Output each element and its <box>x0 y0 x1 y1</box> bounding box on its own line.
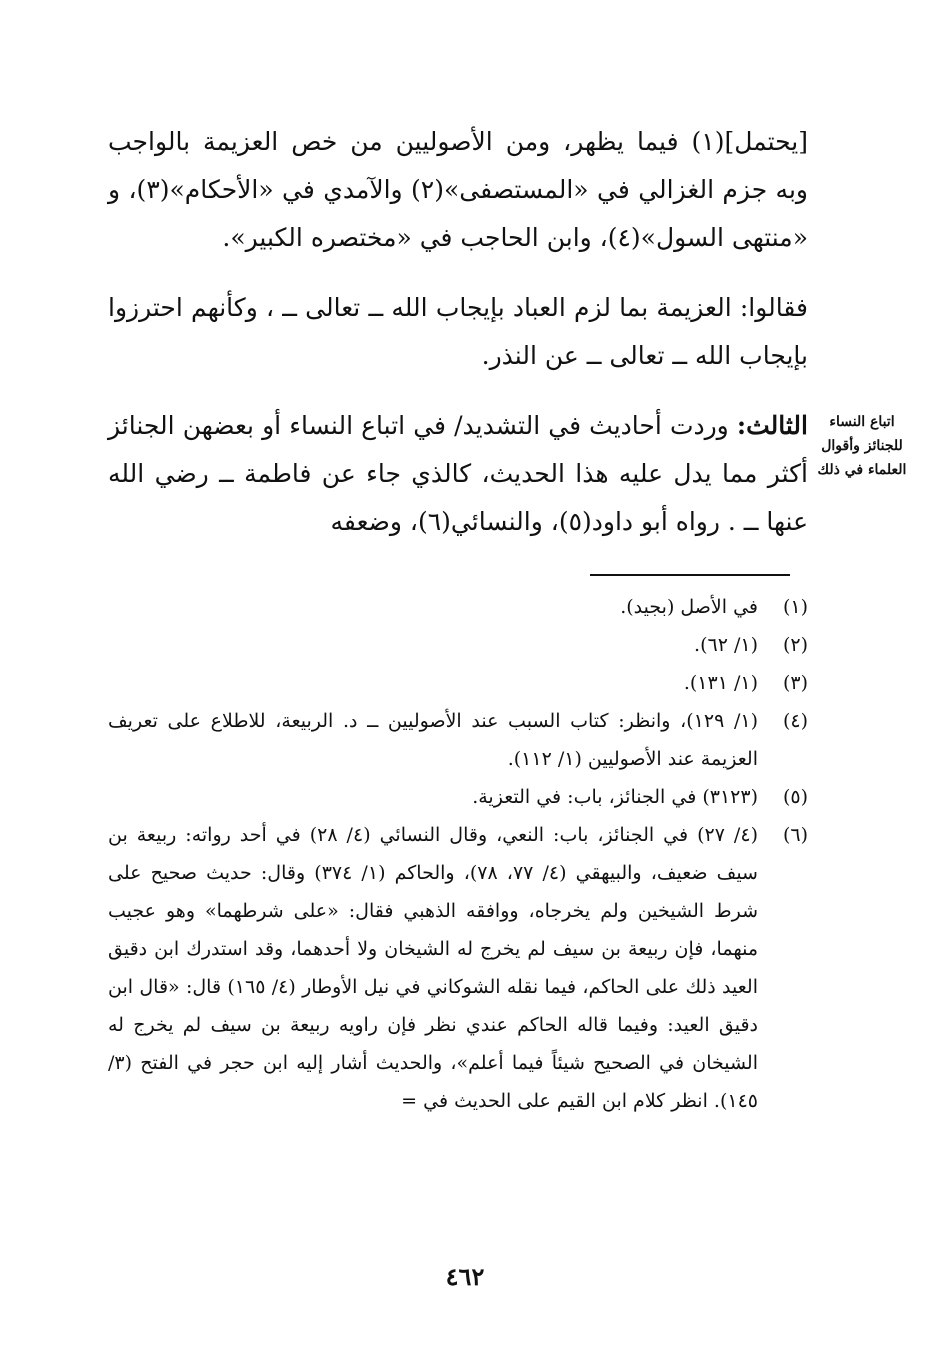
footnote-4 <box>108 702 808 778</box>
margin-note: اتباع النساء للجنائز وأقوال العلماء في ذلك <box>817 414 907 478</box>
footnote-text: في الأصل (بجيد). <box>620 596 758 618</box>
footnote-text: (١/ ٦٢). <box>694 634 758 656</box>
footnote-number: (٦) <box>782 824 808 846</box>
footnote-text: (١/ ١٢٩)، وانظر: كتاب السبب عند الأصوليين ــ د. الربيعة، للاطلاع على تعريف العزيمة عند الأصوليين (١/ ١١٢). <box>108 710 758 770</box>
page-number: ٤٦٢ <box>445 1262 485 1291</box>
main-text <box>108 118 808 546</box>
footnote-number: (٢) <box>782 634 808 656</box>
footnote-text: (١/ ١٣١). <box>683 672 758 694</box>
footnote-number: (٥) <box>782 786 808 808</box>
footnote-3 <box>108 664 808 702</box>
paragraph-3-label: الثالث: <box>736 411 808 440</box>
paragraph-3 <box>108 402 808 546</box>
paragraph-2: فقالوا: العزيمة بما لزم العباد بإيجاب الله ــ تعالى ــ ، وكأنهم احترزوا بإيجاب الله ــ تعالى ــ عن النذر. <box>108 293 808 370</box>
footnote-number: (١) <box>782 596 808 618</box>
footnotes <box>108 588 808 1120</box>
footnote-number: (٤) <box>782 710 808 732</box>
paragraph-3-text: وردت أحاديث في التشديد/ في اتباع النساء أو بعضهن الجنائز أكثر مما يدل عليه هذا الحديث، كالذي جاء عن فاطمة ــ رضي الله عنها ــ . رواه أبو داود(٥)، والنسائي(٦)، وضعفه <box>108 411 808 536</box>
footnote-number: (٣) <box>782 672 808 694</box>
footnote-5 <box>108 778 808 816</box>
footnote-1 <box>108 588 808 626</box>
footnote-divider <box>590 574 790 576</box>
footnote-6 <box>108 816 808 1120</box>
footnote-2 <box>108 626 808 664</box>
paragraph-1: [يحتمل](١) فيما يظهر، ومن الأصوليين من خص العزيمة بالواجب وبه جزم الغزالي في «المستصفى»(٢) والآمدي في «الأحكام»(٣)، و «منتهى السول»(٤)، وابن الحاجب في «مختصره الكبير». <box>108 127 808 252</box>
footnote-text: (٤/ ٢٧) في الجنائز، باب: النعي، وقال النسائي (٤/ ٢٨) في أحد رواته: ربيعة بن سيف ضعيف، والبيهقي (٤/ ٧٧، ٧٨)، والحاكم (١/ ٣٧٤) وقال: حديث صحيح على شرط الشيخين ولم يخرجاه، ووافقه الذهبي فقال: «على شرطهما» وهو عجيب منهما، فإن ربيعة بن سيف لم يخرج له الشيخان ولا أحدهما، وقد استدرك ابن دقيق العيد ذلك على الحاكم، فيما نقله الشوكاني في نيل الأوطار (٤/ ١٦٥) قال: «قال ابن دقيق العيد: وفيما قاله الحاكم عندي نظر فإن راويه ربيعة بن سيف لم يخرج له الشيخان في الصحيح شيئاً فيما أعلم»، والحديث أشار إليه ابن حجر في الفتح (٣/ ١٤٥). انظر كلام ابن القيم على الحديث في = <box>108 824 758 1112</box>
footnote-text: (٣١٢٣) في الجنائز، باب: في التعزية. <box>472 786 758 808</box>
